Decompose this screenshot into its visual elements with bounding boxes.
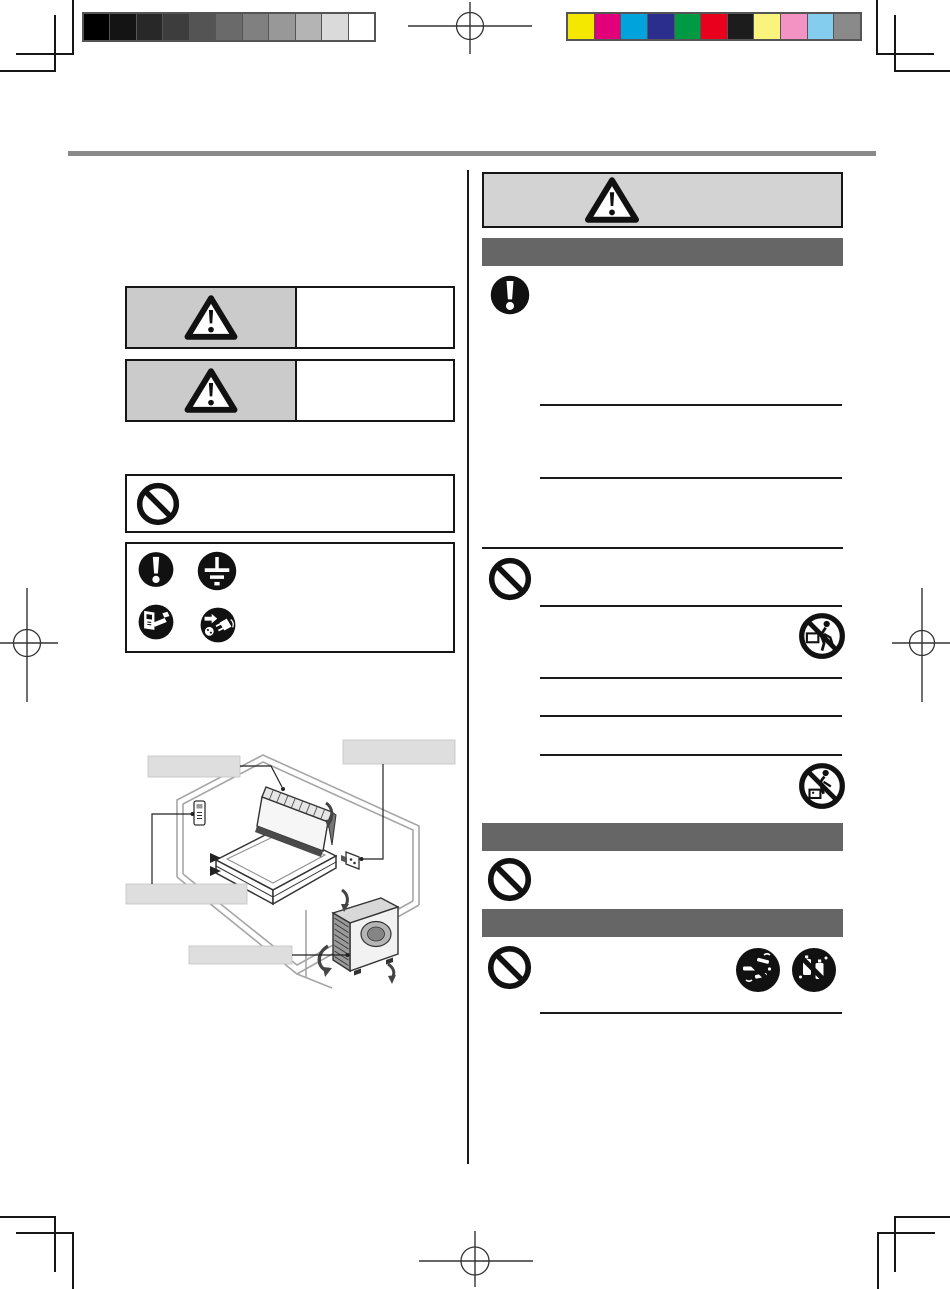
- prohibition-legend-box: [125, 474, 455, 533]
- section-bar: [482, 909, 843, 937]
- calibration-swatch: [675, 14, 701, 39]
- calibration-swatch: [216, 14, 241, 40]
- no-person-device-icon: [797, 611, 847, 661]
- rule-line: [540, 754, 842, 756]
- grayscale-calibration-bar: [82, 12, 376, 42]
- breaker-off-icon: [137, 603, 175, 641]
- signal-panel-text-cell: [297, 361, 453, 420]
- outdoor-unit-illustration: [319, 890, 398, 984]
- outdoor-unit-label: [189, 946, 292, 964]
- calibration-swatch: [322, 14, 347, 40]
- crop-mark-line: [876, 0, 878, 55]
- power-plug-illustration: [341, 852, 359, 869]
- calibration-swatch: [728, 14, 754, 39]
- earth-ground-icon: [195, 550, 239, 592]
- warning-triangle-icon: [584, 176, 640, 224]
- rule-line-full: [482, 547, 843, 549]
- crop-mark-line: [54, 1216, 56, 1272]
- rule-line: [540, 715, 842, 717]
- signal-panel-icon-cell: [127, 361, 297, 420]
- remote-control-illustration: [194, 801, 205, 825]
- installation-diagram: [120, 727, 460, 989]
- warning-triangle-icon: [184, 367, 238, 414]
- crop-mark-line: [894, 70, 950, 72]
- calibration-swatch: [568, 14, 594, 39]
- prohibition-circle-icon: [488, 557, 532, 601]
- warning-header-panel: [482, 172, 843, 228]
- prohibition-circle-icon: [136, 482, 180, 526]
- calibration-swatch: [190, 14, 215, 40]
- crop-mark-line: [894, 15, 896, 72]
- remote-control-label: [126, 884, 247, 904]
- no-climb-unit-icon: [797, 761, 847, 811]
- mandatory-action-icon: [489, 274, 531, 316]
- crop-mark-line: [877, 1232, 935, 1234]
- section-bar: [482, 823, 843, 851]
- crop-mark-line: [16, 53, 74, 55]
- warning-triangle-icon: [184, 294, 238, 341]
- top-rule: [68, 151, 876, 156]
- signal-panel-caution: [125, 359, 455, 422]
- no-flammable-spray-icon: [734, 946, 782, 994]
- power-supply-label: [343, 740, 455, 764]
- prohibition-circle-icon: [487, 857, 532, 902]
- indoor-unit-label: [148, 756, 240, 777]
- registration-mark-right-middle: [890, 586, 950, 704]
- rule-line: [540, 1012, 842, 1014]
- calibration-swatch: [595, 14, 621, 39]
- calibration-swatch: [110, 14, 135, 40]
- calibration-swatch: [754, 14, 780, 39]
- crop-mark-line: [72, 0, 74, 55]
- calibration-swatch: [701, 14, 727, 39]
- crop-mark-line: [16, 1232, 74, 1234]
- crop-mark-line: [54, 15, 56, 72]
- calibration-swatch: [243, 14, 268, 40]
- crop-mark-line: [0, 70, 56, 72]
- mandatory-action-icon: [137, 549, 175, 590]
- color-calibration-bar: [566, 12, 862, 41]
- calibration-swatch: [163, 14, 188, 40]
- calibration-swatch: [808, 14, 834, 39]
- calibration-swatch: [84, 14, 109, 40]
- rule-line: [540, 677, 842, 679]
- column-divider: [467, 170, 469, 1164]
- calibration-swatch: [834, 14, 860, 39]
- rule-line: [540, 404, 842, 406]
- signal-panel-icon-cell: [127, 288, 297, 347]
- crop-mark-line: [894, 1216, 896, 1272]
- section-bar: [482, 238, 843, 266]
- unplug-power-icon: [195, 606, 241, 644]
- registration-mark-top-center: [406, 0, 534, 58]
- calibration-swatch: [648, 14, 674, 39]
- registration-mark-left-middle: [0, 586, 60, 704]
- crop-mark-line: [876, 53, 934, 55]
- rule-line: [540, 605, 842, 607]
- signal-panel-warning: [125, 286, 455, 349]
- crop-mark-line: [72, 1232, 74, 1289]
- rule-line: [540, 477, 842, 479]
- calibration-swatch: [269, 14, 294, 40]
- calibration-swatch: [621, 14, 647, 39]
- crop-mark-line: [0, 1216, 56, 1218]
- registration-mark-bottom-center: [417, 1229, 535, 1289]
- calibration-swatch: [137, 14, 162, 40]
- signal-panel-text-cell: [297, 288, 453, 347]
- crop-mark-line: [894, 1216, 950, 1218]
- mandatory-legend-box: [125, 542, 455, 653]
- crop-mark-line: [877, 1232, 879, 1289]
- calibration-swatch: [296, 14, 321, 40]
- calibration-swatch: [349, 14, 374, 40]
- no-aerosol-can-icon: [790, 946, 838, 994]
- calibration-swatch: [781, 14, 807, 39]
- prohibition-circle-icon: [487, 945, 532, 990]
